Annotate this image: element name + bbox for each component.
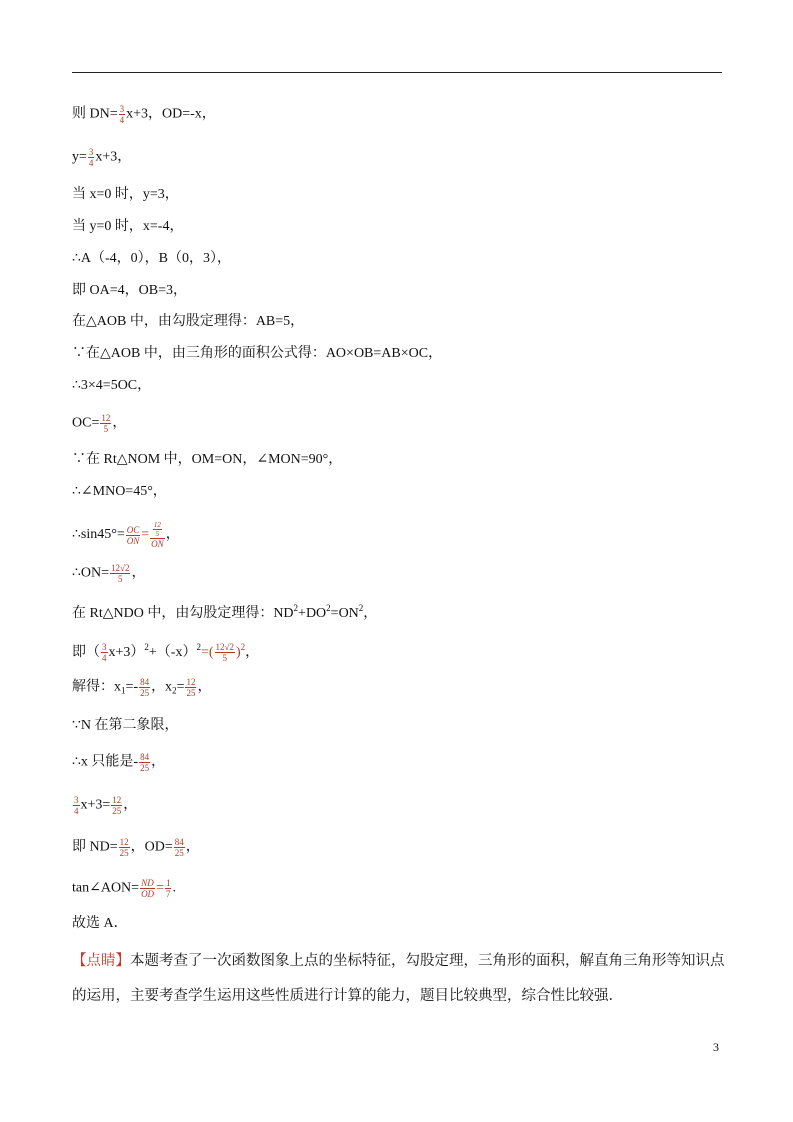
numerator: 3 [119,104,125,114]
superscript: 2 [293,603,299,613]
subscript: 1 [121,685,126,696]
text: =ON [330,606,359,621]
numerator: 12 [101,413,111,423]
denominator: 25 [186,688,196,698]
numerator: 12 [153,521,161,529]
text: ) [235,645,241,660]
fraction [140,878,155,899]
fraction [110,563,130,584]
superscript: 2 [240,642,246,652]
text: 即（ [72,645,100,660]
comment-paragraph [72,944,732,1014]
denominator: 4 [119,115,125,125]
solution-line [72,878,176,900]
text: ， [131,565,146,581]
header-rule [72,72,722,73]
denominator: ON [126,535,140,546]
text: y= [72,149,87,165]
denominator: 25 [119,848,129,858]
numerator: 12 [186,677,196,687]
solution-line [72,637,260,664]
text: ， [123,797,138,813]
fraction [111,795,122,816]
solution-line: ∴A（-4，0），B（0，3）， [72,251,232,266]
numerator [150,521,165,539]
solution-line: 故选 A． [72,916,128,931]
denominator: 5 [103,424,109,434]
text: =- [125,679,139,695]
numerator: 3 [88,147,94,157]
solution-line [72,598,377,620]
denominator: 25 [140,688,150,698]
fraction [139,677,150,698]
text: ， [363,606,378,621]
solution-line: 在△AOB 中，由勾股定理得：AB=5， [72,314,305,329]
text: x+3= [80,797,111,813]
numerator: 12√2 [111,563,130,573]
denominator: 5 [118,574,123,584]
superscript: 2 [196,642,201,652]
numerator: 84 [140,752,150,762]
numerator: 12√2 [215,642,234,653]
denominator: 5 [155,530,160,538]
denominator: 4 [102,653,107,664]
text: ， [197,679,212,695]
fraction [126,525,141,546]
text: x+3， [95,149,132,165]
text: ， [151,754,166,770]
numerator: ND [141,878,154,888]
numerator: 12 [119,837,129,847]
solution-line [72,413,126,435]
text: ∴ON= [72,565,110,581]
solution-line: 当 x=0 时，y=3， [72,187,179,202]
solution-line [72,147,131,169]
solution-line: ∴∠MNO=45°， [72,484,167,499]
page-number: 3 [713,1040,719,1054]
solution-line: ∵在△AOB 中，由三角形的面积公式得：AO×OB=AB×OC， [72,346,443,361]
fraction [88,147,95,168]
fraction [150,521,165,549]
text: ，OD= [130,839,173,855]
fraction [119,104,126,125]
solution-line: 当 y=0 时，x=-4， [72,219,184,234]
numerator: 3 [74,795,79,805]
text: x+3） [108,645,145,660]
denominator: 7 [165,889,171,899]
fraction [101,642,108,663]
text: . [172,880,176,896]
fraction [215,642,235,663]
numerator: 1 [165,878,171,888]
equals: = [141,527,150,543]
fraction [73,795,80,816]
fraction [165,878,172,899]
equals: = [156,880,164,896]
superscript: 2 [358,603,364,613]
solution-line: ∵在 Rt△NOM 中，OM=ON，∠MON=90°， [72,452,343,467]
text: 解得：x [72,679,121,695]
solution-line [72,795,137,817]
comment-tag: 【点睛】 [72,953,130,969]
text: +（-x） [148,645,197,660]
text: tan∠AON= [72,880,140,896]
text: 即 ND= [72,839,118,855]
denominator: 25 [112,806,122,816]
text: OC= [72,415,100,431]
fraction [174,837,185,858]
nested-fraction [153,521,162,538]
comment-text: 本题考查了一次函数图象上点的坐标特征，勾股定理，三角形的面积，解直角三角形等知识点的运用，主要考查学生运用这些性质进行计算的能力，题目比较典型，综合性比较强． [72,953,725,1004]
subscript: 2 [172,685,177,696]
fraction [119,837,130,858]
text: ， [165,527,180,543]
denominator: 4 [88,158,94,168]
text: 在 Rt△NDO 中，由勾股定理得：ND [72,606,294,621]
text: ，x [151,679,173,695]
numerator: 12 [112,795,122,805]
denominator: 5 [222,653,227,664]
denominator: ON [151,539,164,549]
solution-line [72,752,165,774]
superscript: 2 [144,642,149,652]
numerator: 3 [102,642,107,653]
fraction [185,677,196,698]
denominator: 4 [74,806,79,816]
text: 则 DN= [72,106,118,122]
solution-line: ∴3×4=5OC， [72,378,152,393]
text: ∴sin45°= [72,527,125,543]
solution-line: 即 OA=4，OB=3， [72,283,187,298]
text: ， [112,415,127,431]
fraction [100,413,111,434]
fraction [139,752,150,773]
text: ， [185,839,200,855]
denominator: 25 [140,763,150,773]
text: =( [200,645,214,660]
numerator: OC [126,524,140,535]
text: ， [245,645,260,660]
numerator: 84 [140,677,150,687]
solution-line [72,677,211,699]
denominator: OD [141,889,155,899]
text: x+3，OD=-x， [126,106,216,122]
solution-line [72,837,200,859]
solution-line [72,521,180,549]
text: = [176,679,185,695]
text: ∴x 只能是- [72,754,139,770]
solution-line [72,563,145,585]
denominator: 25 [174,848,184,858]
solution-line: ∵N 在第二象限， [72,718,179,733]
numerator: 84 [174,837,184,847]
superscript: 2 [326,603,331,613]
solution-line [72,104,216,126]
text: +DO [298,606,327,621]
